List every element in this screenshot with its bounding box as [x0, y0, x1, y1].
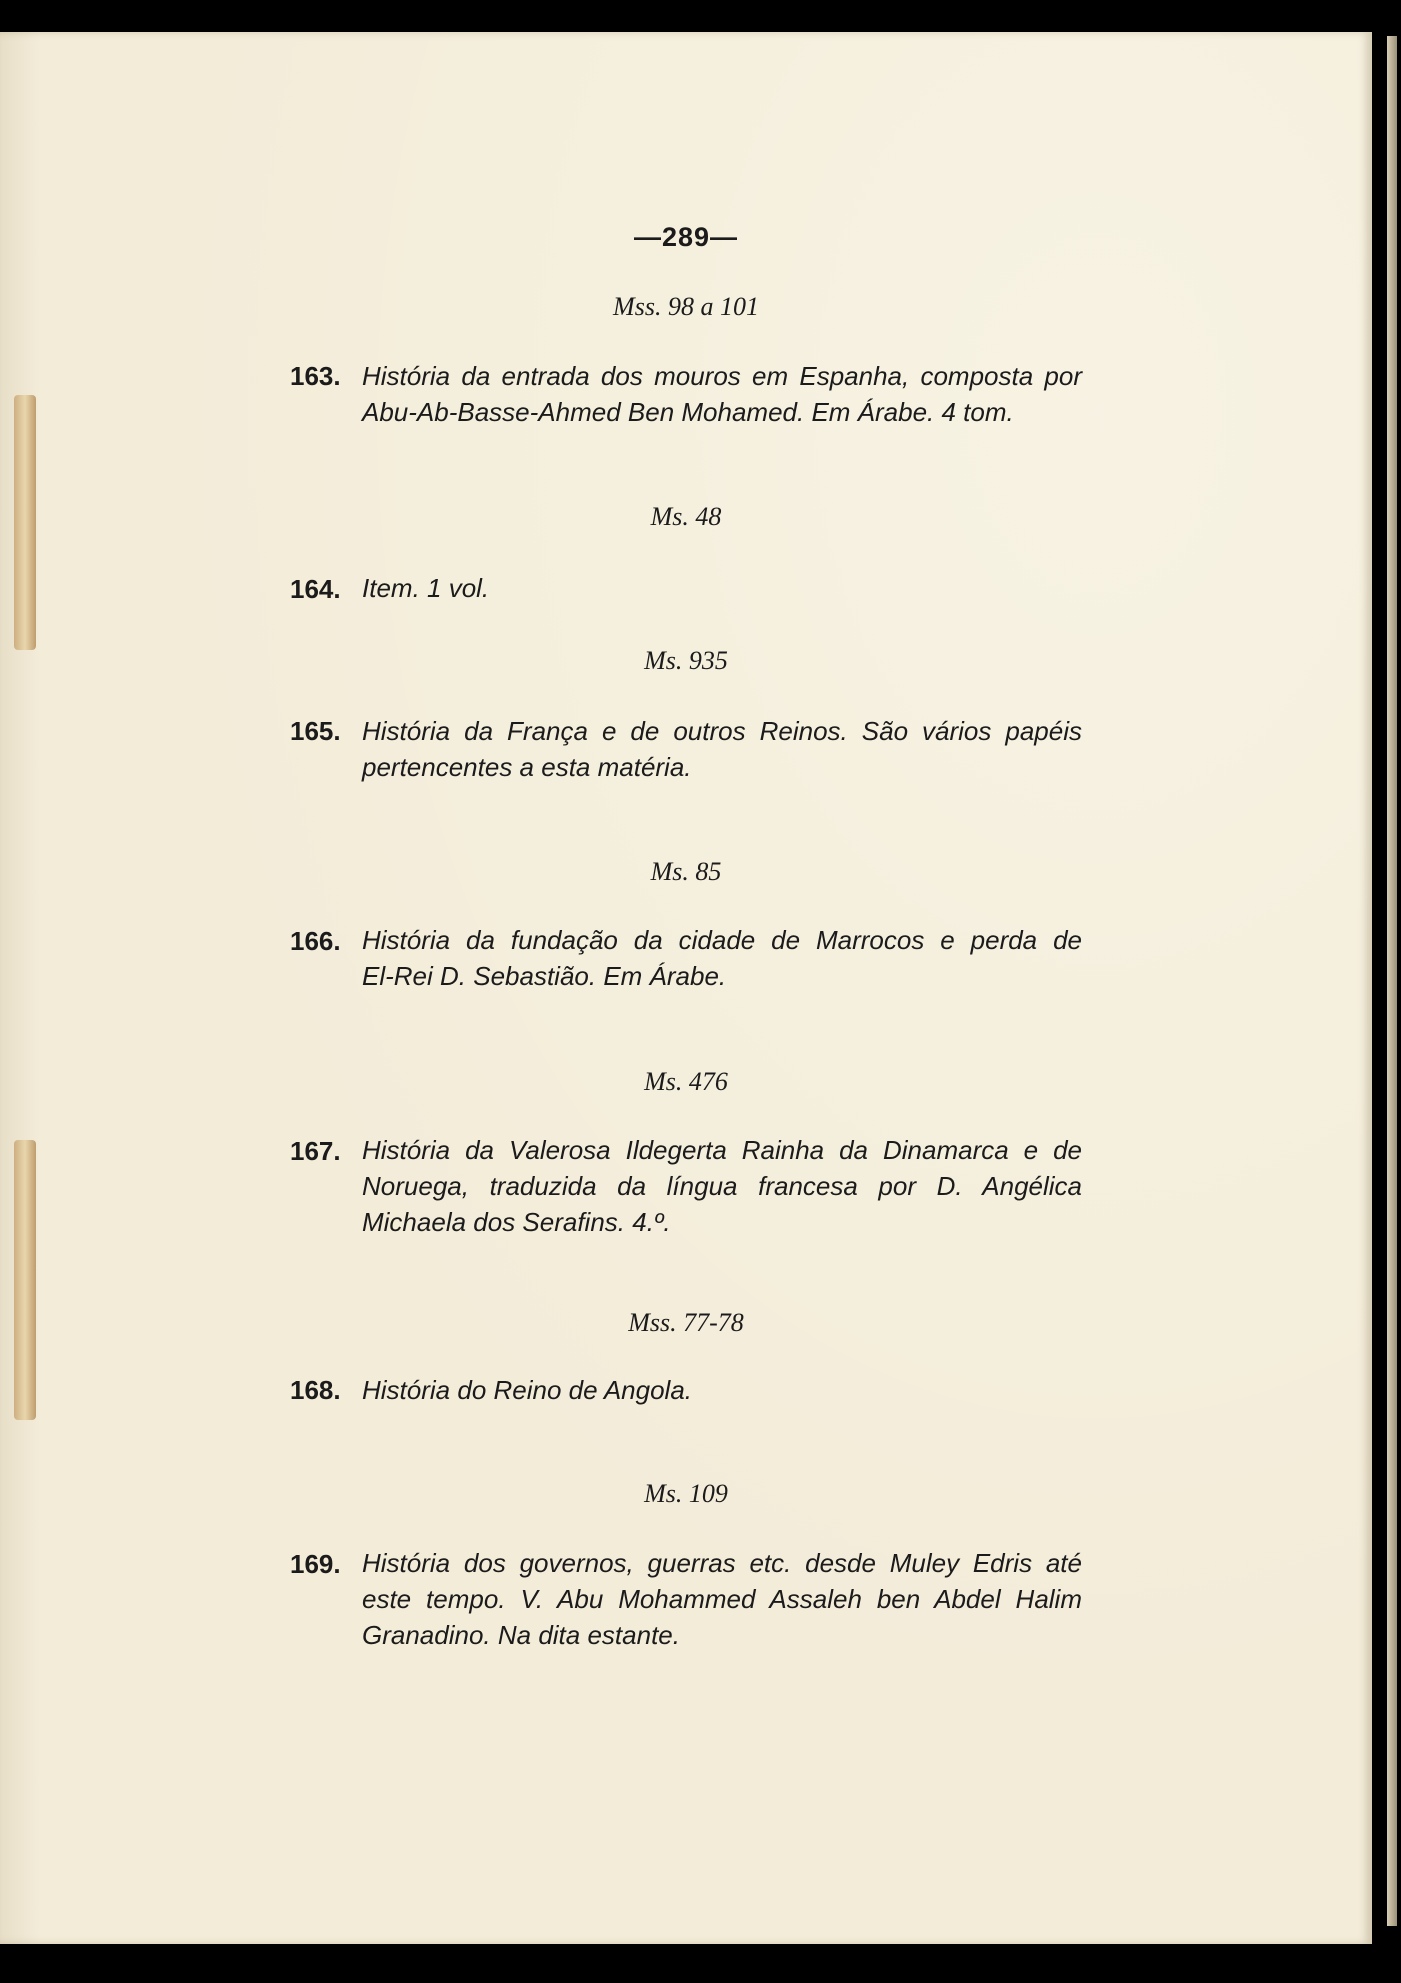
entry-line: este tempo. V. Abu Mohammed Assaleh ben Abdel Halim — [362, 1584, 1082, 1614]
entry-text — [362, 1132, 1082, 1240]
shelfmark: Ms. 935 — [644, 646, 728, 675]
entry-number: 168. — [290, 1375, 341, 1405]
entry-text — [362, 922, 1082, 994]
entry-text — [362, 358, 1082, 430]
entry-line: História da entrada dos mouros em Espanha, composta por — [362, 361, 1082, 391]
entry-number: 169. — [290, 1549, 341, 1579]
entry-number: 165. — [290, 716, 341, 746]
entry-line: História da França e de outros Reinos. São vários papéis — [362, 716, 1082, 746]
shelfmark: Ms. 48 — [650, 502, 722, 531]
page-number: —289— — [633, 222, 739, 252]
entry-line: Michaela dos Serafins. 4.º. — [362, 1207, 671, 1237]
page-edge-shadow — [1387, 36, 1397, 1926]
binding-tape-bottom — [14, 1140, 36, 1420]
entry-text — [362, 570, 1082, 606]
entry-number: 166. — [290, 926, 341, 956]
entry-line: História da Valerosa Ildegerta Rainha da Dinamarca e de — [362, 1135, 1082, 1165]
shelfmark: Ms. 85 — [650, 857, 722, 886]
entry-line: El-Rei D. Sebastião. Em Árabe. — [362, 961, 727, 991]
entry-line: História da fundação da cidade de Marrocos e perda de — [362, 925, 1082, 955]
entry-number: 164. — [290, 574, 341, 604]
entry-line: Granadino. Na dita estante. — [362, 1620, 680, 1650]
entry-text — [362, 1372, 1082, 1408]
entry-text — [362, 1545, 1082, 1653]
entry-number: 163. — [290, 361, 341, 391]
entry-line: Abu-Ab-Basse-Ahmed Ben Mohamed. Em Árabe. 4 tom. — [362, 397, 1014, 427]
entry-line: História do Reino de Angola. — [362, 1375, 693, 1405]
entry-number: 167. — [290, 1136, 341, 1166]
shelfmark: Mss. 77-78 — [628, 1308, 744, 1337]
entry-line: Item. 1 vol. — [362, 573, 490, 603]
entry-text — [362, 713, 1082, 785]
shelfmark: Ms. 109 — [644, 1479, 728, 1508]
shelfmark: Ms. 476 — [644, 1067, 728, 1096]
shelfmark: Mss. 98 a 101 — [613, 292, 759, 321]
entry-line: Noruega, traduzida da língua francesa por D. Angélica — [362, 1171, 1082, 1201]
entry-line: História dos governos, guerras etc. desde Muley Edris até — [362, 1548, 1082, 1578]
entry-line: pertencentes a esta matéria. — [362, 752, 692, 782]
